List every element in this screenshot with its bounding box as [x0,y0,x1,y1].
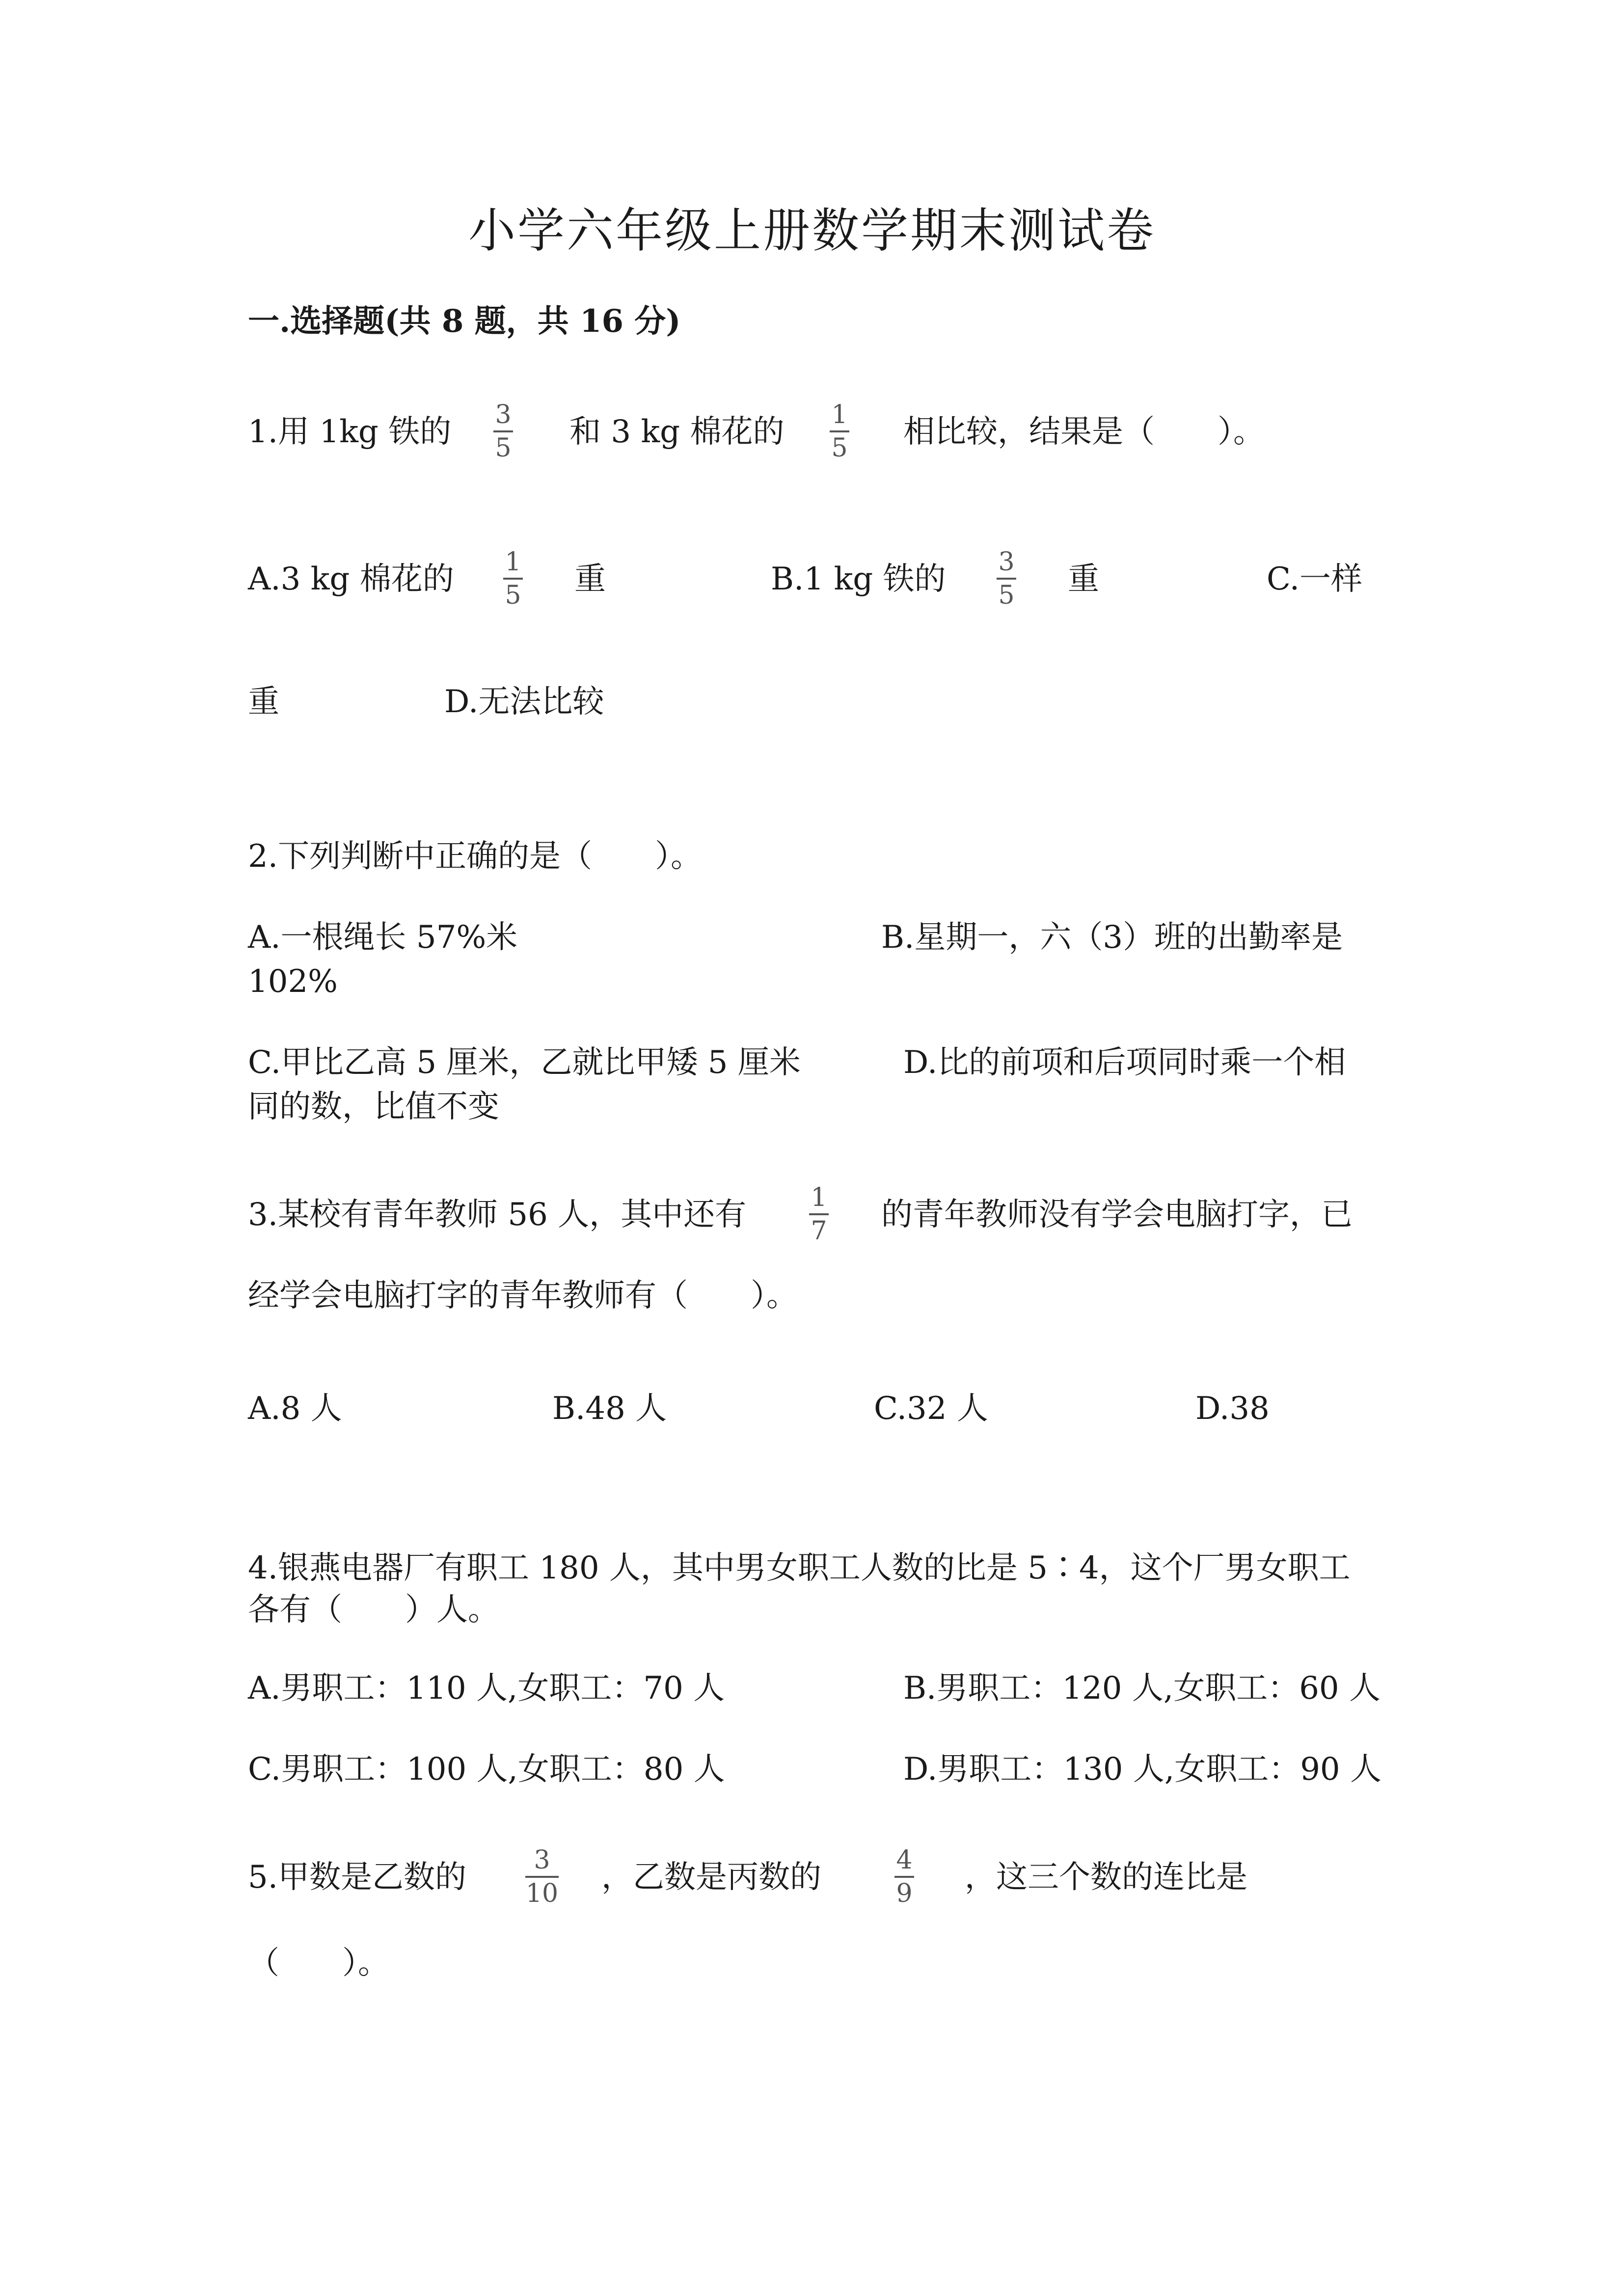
q3-fraction-denominator: 7 [811,1216,827,1246]
q1-option-b-fraction [997,547,1016,610]
q2-option-a: A.一根绳长 57%米 [248,919,518,956]
q4-stem-line1: 4.银燕电器厂有职工 180 人，其中男女职工人数的比是 5∶4，这个厂男女职工 [248,1550,1351,1586]
section-heading: 一.选择题(共 8 题，共 16 分) [248,303,681,340]
q5-stem-part3: ，这三个数的连比是 [965,1859,1247,1896]
fraction-bar [809,1213,829,1215]
q1-option-a-text: A.3 kg 棉花的 [248,561,454,597]
q1-option-b-denominator: 5 [998,581,1015,610]
q4-option-a: A.男职工：110 人,女职工：70 人 [248,1670,725,1707]
q3-option-d: D.38 [1195,1390,1270,1427]
q1-option-c-line1: C.一样 [1267,561,1363,597]
q1-stem-part3: 相比较，结果是（ ）。 [903,414,1265,450]
q1-fraction-2-numerator: 1 [831,400,848,429]
q5-fraction-2-denominator: 9 [896,1879,913,1908]
q1-fraction-2 [830,400,849,463]
q1-option-a-numerator: 1 [505,547,521,577]
q1-fraction-1-denominator: 5 [495,433,512,463]
q3-option-a: A.8 人 [248,1390,342,1427]
q5-stem-part1: 5.甲数是乙数的 [248,1859,467,1896]
q5-stem-line2: （ ）。 [248,1945,389,1981]
q5-stem-part2: ，乙数是丙数的 [601,1859,821,1896]
fraction-bar [525,1876,559,1878]
fraction-bar [997,578,1016,580]
q1-option-b-numerator: 3 [998,547,1015,577]
q1-option-a-suffix: 重 [574,561,606,597]
q1-option-b-suffix: 重 [1068,561,1099,597]
q2-option-b-line1: B.星期一，六（3）班的出勤率是 [881,919,1343,956]
q5-fraction-1-numerator: 3 [534,1845,550,1875]
q3-stem-line2: 经学会电脑打字的青年教师有（ ）。 [248,1278,798,1314]
fraction-bar [503,578,523,580]
q1-fraction-1-numerator: 3 [495,400,512,429]
fraction-bar [493,430,513,432]
q4-option-d: D.男职工：130 人,女职工：90 人 [903,1751,1381,1788]
q1-fraction-1 [493,400,513,463]
q5-fraction-2-numerator: 4 [896,1845,913,1875]
q5-fraction-1-denominator: 10 [525,1879,559,1908]
q3-stem-part2: 的青年教师没有学会电脑打字，已 [881,1197,1353,1233]
page-title: 小学六年级上册数学期末测试卷 [468,203,1156,258]
q3-stem-part1: 3.某校有青年教师 56 人，其中还有 [248,1197,747,1233]
q1-option-a-denominator: 5 [505,581,521,610]
q1-option-c-line2: 重 [248,684,279,720]
q4-option-c: C.男职工：100 人,女职工：80 人 [248,1751,725,1788]
q5-fraction-1 [525,1845,559,1908]
q4-option-b: B.男职工：120 人,女职工：60 人 [903,1670,1380,1707]
q1-option-b-text: B.1 kg 铁的 [771,561,946,597]
q2-option-c: C.甲比乙高 5 厘米，乙就比甲矮 5 厘米 [248,1044,801,1081]
q5-fraction-2 [894,1845,914,1908]
q1-option-a-fraction [503,547,523,610]
q1-stem-part1: 1.用 1kg 铁的 [248,414,452,450]
q3-option-b: B.48 人 [552,1390,667,1427]
q1-fraction-2-denominator: 5 [831,433,848,463]
q3-fraction [809,1183,829,1246]
q2-option-d-line1: D.比的前项和后项同时乘一个相 [903,1044,1346,1081]
fraction-bar [830,430,849,432]
q1-stem-part2: 和 3 kg 棉花的 [569,414,785,450]
q2-option-d-line2: 同的数，比值不变 [248,1089,499,1125]
q3-option-c: C.32 人 [874,1390,988,1427]
q3-fraction-numerator: 1 [811,1183,827,1212]
q2-option-b-line2: 102% [248,963,338,1000]
fraction-bar [894,1876,914,1878]
q2-stem: 2.下列判断中正确的是（ ）。 [248,838,703,875]
q1-option-d: D.无法比较 [444,684,604,720]
q4-stem-line2: 各有（ ）人。 [248,1592,499,1628]
